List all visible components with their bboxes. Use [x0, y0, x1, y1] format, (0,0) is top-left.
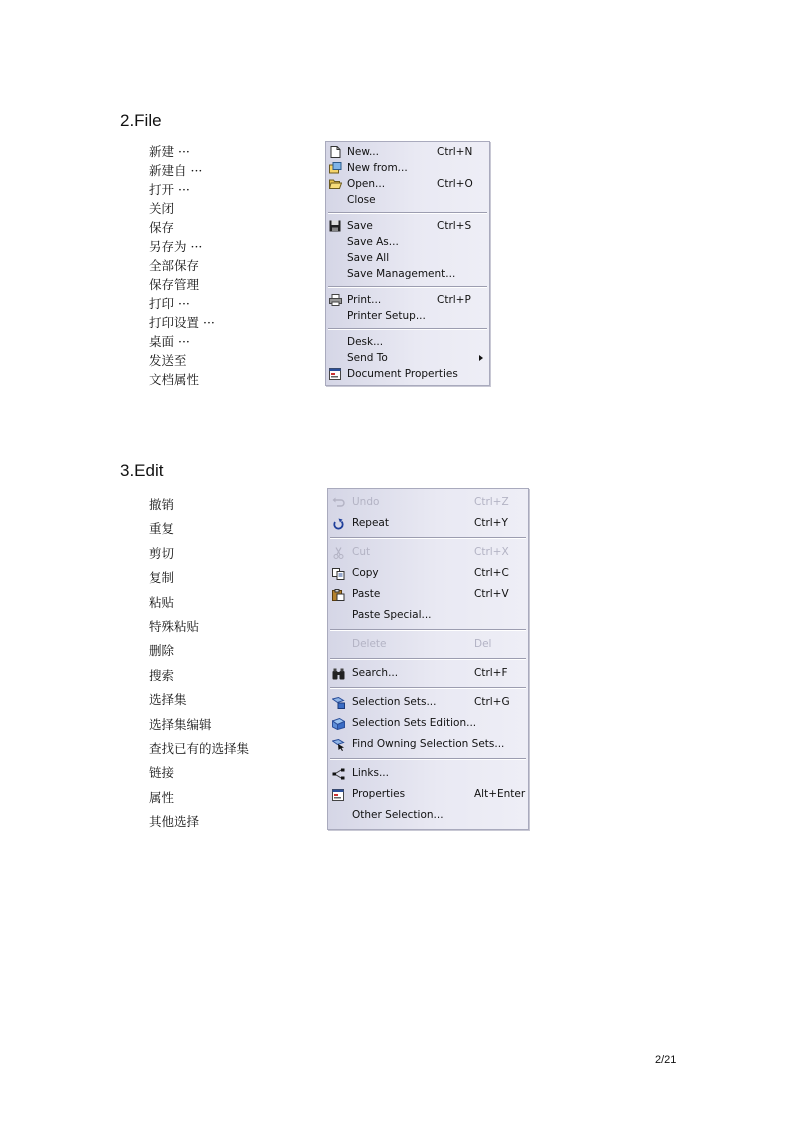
chinese-label: 关闭	[149, 201, 175, 216]
chinese-label: 打印 ···	[149, 296, 190, 311]
file-chinese-label-list	[149, 142, 215, 389]
menu-item-label: Document Properties	[347, 368, 458, 380]
menu-separator	[330, 687, 526, 689]
menu-item-print[interactable]	[326, 292, 489, 308]
menu-separator	[330, 537, 526, 539]
edit-section-heading: 3.Edit	[120, 461, 164, 480]
page-number: 2/21	[655, 1054, 677, 1066]
chinese-label: 打印设置 ···	[149, 315, 215, 330]
menu-item-label: Cut	[352, 546, 371, 558]
chinese-label: 删除	[149, 643, 175, 659]
menu-item-save[interactable]	[326, 218, 489, 234]
menu-item-label: Copy	[352, 567, 379, 579]
chinese-label: 打开 ···	[149, 182, 190, 197]
menu-separator	[328, 286, 487, 288]
find-owning-sets-icon	[332, 738, 345, 750]
chinese-label: 桌面 ···	[149, 334, 190, 349]
chinese-label: 撤销	[149, 497, 175, 512]
menu-item-label: Search...	[352, 667, 399, 679]
menu-item-label: Desk...	[347, 336, 384, 348]
menu-item-shortcut: Ctrl+O	[437, 178, 473, 190]
chinese-label: 重复	[149, 521, 175, 537]
selection-sets-icon	[332, 696, 345, 708]
menu-item-label: Open...	[347, 178, 386, 190]
menu-item-other-selection[interactable]	[328, 805, 528, 826]
printer-icon	[329, 294, 342, 306]
menu-item-shortcut: Ctrl+Z	[474, 496, 509, 508]
menu-item-repeat[interactable]	[328, 513, 528, 534]
menu-item-label: Print...	[347, 294, 382, 306]
menu-item-properties[interactable]	[328, 784, 528, 805]
menu-item-save-as[interactable]	[326, 234, 489, 250]
chinese-label: 全部保存	[149, 258, 200, 273]
menu-item-label: Properties	[352, 788, 406, 800]
chinese-label: 链接	[149, 765, 175, 781]
chinese-label: 选择集编辑	[149, 716, 212, 732]
undo-icon	[332, 496, 345, 508]
menu-item-label: Save All	[347, 252, 390, 264]
menu-item-find-owning-selection-sets[interactable]	[328, 734, 528, 755]
submenu-arrow-icon	[479, 355, 483, 361]
scissors-icon	[332, 546, 345, 558]
menu-item-shortcut: Ctrl+Y	[474, 517, 508, 529]
selection-sets-edition-icon	[332, 717, 345, 729]
menu-separator	[328, 328, 487, 330]
chinese-label: 选择集	[149, 692, 187, 708]
copy-icon	[332, 567, 345, 579]
menu-item-open[interactable]	[326, 176, 489, 192]
menu-item-search[interactable]	[328, 663, 528, 684]
binoculars-icon	[332, 667, 345, 679]
menu-item-send-to[interactable]	[326, 350, 489, 366]
menu-item-label: Selection Sets Edition...	[352, 717, 477, 729]
menu-item-label: Save As...	[347, 236, 399, 248]
menu-item-label: Close	[347, 194, 376, 206]
menu-separator	[330, 758, 526, 760]
menu-item-label: Undo	[352, 496, 380, 508]
chinese-label: 其他选择	[149, 814, 200, 830]
menu-separator	[328, 212, 487, 214]
file-section-heading: 2.File	[120, 111, 162, 130]
chinese-label: 粘贴	[149, 594, 175, 610]
menu-item-label: Paste	[352, 588, 381, 600]
links-icon	[332, 767, 345, 779]
repeat-icon	[332, 517, 345, 529]
menu-item-shortcut: Alt+Enter	[474, 788, 526, 800]
chinese-label: 搜索	[149, 667, 175, 683]
chinese-label: 新建 ···	[149, 144, 190, 159]
edit-menu	[327, 488, 529, 830]
menu-item-links[interactable]	[328, 763, 528, 784]
menu-separator	[330, 629, 526, 631]
menu-item-undo	[328, 492, 528, 513]
properties-icon	[329, 368, 342, 380]
menu-item-paste-special[interactable]	[328, 605, 528, 626]
chinese-label: 保存	[149, 220, 175, 235]
menu-item-shortcut: Ctrl+G	[474, 696, 510, 708]
menu-item-label: Repeat	[352, 517, 389, 529]
chinese-label: 文档属性	[149, 372, 200, 387]
menu-item-shortcut: Del	[474, 638, 492, 650]
menu-item-cut	[328, 542, 528, 563]
menu-item-document-properties[interactable]	[326, 366, 489, 382]
menu-item-desk[interactable]	[326, 334, 489, 350]
menu-item-selection-sets[interactable]	[328, 692, 528, 713]
menu-item-shortcut: Ctrl+C	[474, 567, 509, 579]
menu-item-shortcut: Ctrl+N	[437, 146, 473, 158]
chinese-label: 保存管理	[149, 277, 200, 292]
menu-item-close[interactable]	[326, 192, 489, 208]
chinese-label: 复制	[149, 570, 175, 586]
edit-chinese-label-list	[149, 493, 249, 834]
chinese-label: 新建自 ···	[149, 163, 203, 178]
menu-item-label: Save	[347, 220, 373, 232]
menu-item-copy[interactable]	[328, 563, 528, 584]
new-from-icon	[329, 162, 342, 174]
chinese-label: 属性	[149, 789, 175, 805]
chinese-label: 发送至	[149, 353, 187, 368]
menu-item-label: New...	[347, 146, 379, 158]
menu-item-save-management[interactable]	[326, 266, 489, 282]
menu-item-shortcut: Ctrl+V	[474, 588, 509, 600]
file-menu	[325, 141, 490, 386]
paste-icon	[332, 588, 345, 600]
properties-icon	[332, 788, 345, 800]
menu-item-selection-sets-edition[interactable]	[328, 713, 528, 734]
menu-item-label: Other Selection...	[352, 809, 444, 821]
open-folder-icon	[329, 178, 342, 190]
chinese-label: 特殊粘贴	[149, 618, 200, 634]
menu-separator	[330, 658, 526, 660]
menu-item-new-from[interactable]	[326, 160, 489, 176]
menu-item-save-all[interactable]	[326, 250, 489, 266]
menu-item-paste[interactable]	[328, 584, 528, 605]
menu-item-label: Find Owning Selection Sets...	[352, 738, 505, 750]
menu-item-printer-setup[interactable]	[326, 308, 489, 324]
save-disk-icon	[329, 220, 342, 232]
menu-item-shortcut: Ctrl+S	[437, 220, 472, 232]
chinese-label: 另存为 ···	[149, 239, 203, 254]
menu-item-label: Paste Special...	[352, 609, 432, 621]
menu-item-new[interactable]	[326, 144, 489, 160]
menu-item-label: Delete	[352, 638, 387, 650]
menu-item-shortcut: Ctrl+P	[437, 294, 471, 306]
menu-item-label: New from...	[347, 162, 408, 174]
menu-item-label: Printer Setup...	[347, 310, 426, 322]
menu-item-label: Send To	[347, 352, 388, 364]
menu-item-delete	[328, 634, 528, 655]
chinese-label: 剪切	[149, 545, 175, 561]
menu-item-label: Save Management...	[347, 268, 456, 280]
menu-item-label: Selection Sets...	[352, 696, 437, 708]
menu-item-shortcut: Ctrl+F	[474, 667, 508, 679]
new-document-icon	[329, 146, 342, 158]
menu-item-shortcut: Ctrl+X	[474, 546, 509, 558]
menu-item-label: Links...	[352, 767, 389, 779]
chinese-label: 查找已有的选择集	[149, 740, 250, 756]
